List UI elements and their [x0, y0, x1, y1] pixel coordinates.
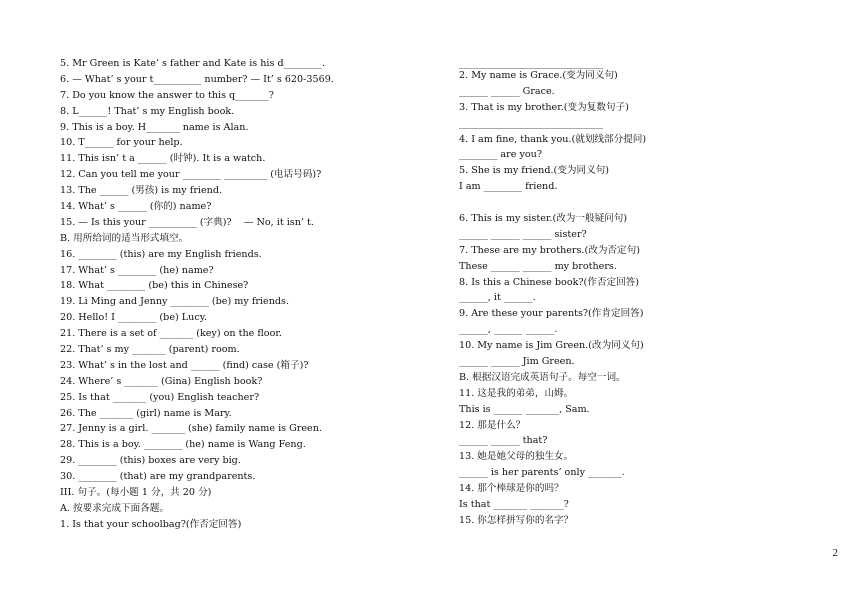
exercise-line: 25. Is that _______ (you) English teacher?	[60, 391, 260, 403]
exercise-line: 18. What ________ (be) this in Chinese?	[60, 280, 249, 292]
exercise-line: ______________________________	[459, 58, 603, 69]
page-number: 2	[832, 547, 838, 559]
exercise-line: 19. Li Ming and Jenny ________ (be) my friends.	[60, 296, 290, 308]
exercise-line: B. 根据汉语完成英语句子。每空一词。	[459, 371, 626, 383]
exercise-line: A. 按要求完成下面各题。	[60, 502, 169, 514]
left-column	[60, 56, 455, 533]
exercise-line: 9. Are these your parents?(作肯定回答)	[459, 308, 644, 320]
exercise-line: 28. This is a boy. ________ (he) name is Wang Feng.	[60, 439, 306, 451]
exercise-line: 11. 这是我的弟弟，山姆。	[459, 387, 574, 399]
exercise-line: 21. There is a set of _______ (key) on the floor.	[60, 328, 282, 340]
exercise-line: 8. Is this a Chinese book?(作否定回答)	[459, 276, 640, 288]
exercise-line: 7. Do you know the answer to this q_______?	[60, 89, 274, 101]
exercise-line: ______ ______ Grace.	[459, 85, 555, 97]
exercise-line: ______ ______ ______ sister?	[459, 228, 587, 240]
exercise-line: 30. ________ (that) are my grandparents.	[60, 471, 256, 483]
exercise-line: 22. That’ s my _______ (parent) room.	[60, 344, 240, 356]
exercise-line: B. 用所给词的适当形式填空。	[60, 232, 189, 244]
exercise-line: 13. 她是她父母的独生女。	[459, 451, 574, 463]
exercise-line: 17. What’ s ________ (he) name?	[60, 264, 214, 276]
exercise-line: ________ are you?	[459, 149, 542, 161]
exercise-line: 7. These are my brothers.(改为否定句)	[459, 244, 640, 256]
exercise-line: ______________________________	[459, 117, 603, 129]
exercise-line: This is ______ _______, Sam.	[459, 403, 590, 415]
exercise-line: ______ ______ Jim Green.	[459, 356, 575, 368]
exercise-line: 20. Hello! I ________ (be) Lucy.	[60, 312, 207, 324]
exercise-line: 16. ________ (this) are my English friends.	[60, 248, 262, 260]
exercise-line: 6. This is my sister.(改为一般疑问句)	[459, 213, 628, 225]
exercise-line: I am ________ friend.	[459, 181, 558, 193]
exercise-line: 10. My name is Jim Green.(改为同义句)	[459, 340, 644, 352]
exercise-line: 4. I am fine, thank you.(就划线部分提问)	[459, 133, 647, 145]
exercise-line: ______, it ______.	[459, 292, 536, 304]
exercise-line: These ______ ______ my brothers.	[459, 260, 617, 272]
exercise-line: ______ is her parents’ only _______.	[459, 467, 625, 479]
exercise-line: III. 句子。(每小题 1 分，共 20 分)	[60, 487, 212, 499]
exercise-line: 29. ________ (this) boxes are very big.	[60, 455, 241, 467]
exercise-line: 8. L______! That’ s my English book.	[60, 105, 235, 117]
exercise-line: ______ ______ that?	[459, 435, 548, 447]
exercise-line: 5. She is my friend.(变为同义句)	[459, 165, 609, 177]
exercise-line: 10. T______ for your help.	[60, 137, 183, 149]
exercise-line: 5. Mr Green is Kate’ s father and Kate is his d________.	[60, 58, 326, 69]
exercise-line	[459, 195, 699, 211]
exercise-line: 15. 你怎样拼写你的名字？	[459, 514, 574, 526]
exercise-line: 27. Jenny is a girl. _______ (she) family name is Green.	[60, 423, 322, 435]
exercise-line: 15. — Is this your __________ (字典)? — No, it isn’ t.	[60, 216, 314, 228]
exercise-line: 24. Where’ s _______ (Gina) English book?	[60, 375, 263, 387]
exercise-line: 1. Is that your schoolbag?(作否定回答)	[60, 518, 242, 530]
right-column	[459, 56, 699, 529]
exercise-line: 11. This isn’ t a ______ (时钟). It is a watch.	[60, 153, 266, 165]
exercise-line: Is that _______ _______?	[459, 499, 569, 511]
exercise-line: 23. What’ s in the lost and ______ (find) case (箱子)?	[60, 359, 309, 371]
exercise-line: 14. What’ s ______ (你的) name?	[60, 201, 212, 213]
exercise-line: 26. The _______ (girl) name is Mary.	[60, 407, 232, 419]
exercise-line: 12. 那是什么？	[459, 419, 526, 431]
exercise-line: 2. My name is Grace.(变为同义句)	[459, 70, 618, 81]
exercise-line: 3. That is my brother.(变为复数句子)	[459, 101, 629, 113]
exercise-line: ______, ______ ______.	[459, 324, 558, 336]
exercise-line: 6. — What’ s your t__________ number? — It’ s 620-3569.	[60, 73, 334, 85]
exercise-line: 13. The ______ (男孩) is my friend.	[60, 185, 223, 197]
exercise-line: 14. 那个棒球是你的吗？	[459, 483, 564, 495]
exercise-line: 12. Can you tell me your ________ _________ (电话号码)?	[60, 169, 322, 181]
exercise-line: 9. This is a boy. H_______ name is Alan.	[60, 121, 249, 133]
